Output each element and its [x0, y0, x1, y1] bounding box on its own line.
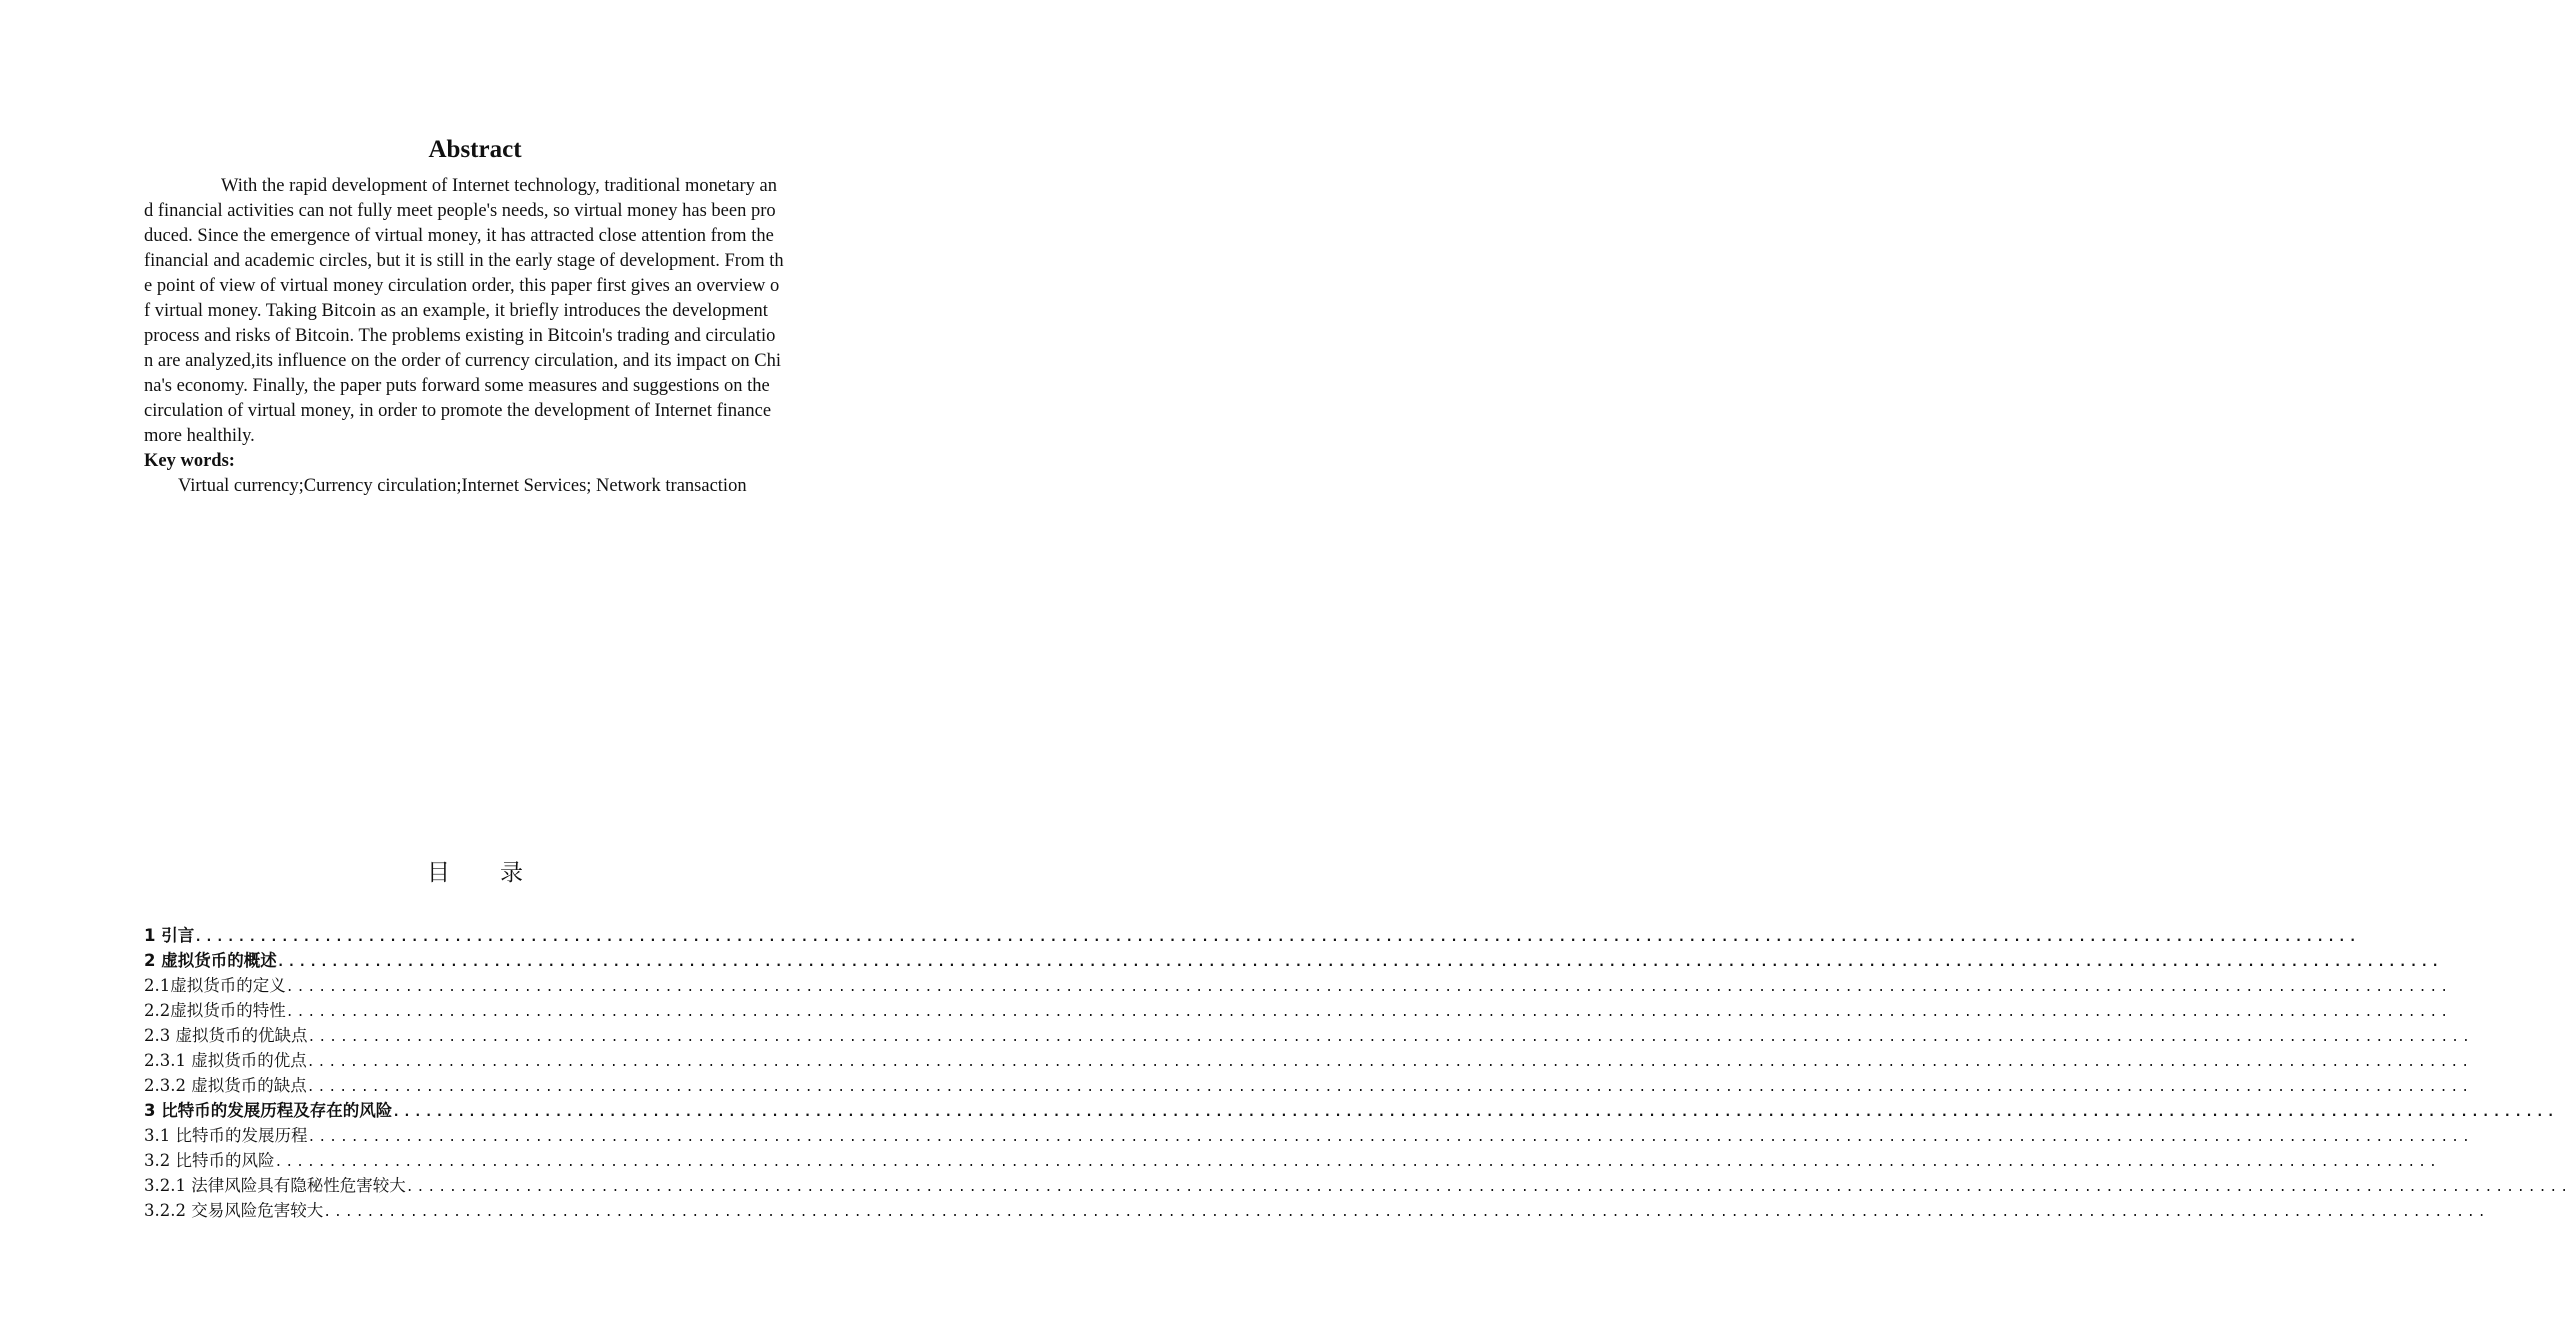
toc-entry-label: 2.2虚拟货币的特性 [144, 1001, 286, 1020]
toc-entry[interactable] [144, 948, 2443, 973]
toc-entry-label: 2 虚拟货币的概述 [144, 951, 277, 970]
toc-title [0, 858, 950, 888]
abstract-line: d financial activities can not fully meet people's needs, so virtual money has been pro [144, 201, 776, 221]
toc-title-char: 录 [500, 860, 523, 886]
toc-dot-leader: ........................................................................................................................................................................................................ [306, 1080, 2473, 1095]
toc-dot-leader: ........................................................................................................................................................................................................ [307, 1130, 2473, 1145]
abstract-line: circulation of virtual money, in order to promote the development of Internet finance [144, 401, 772, 421]
abstract-line: n are analyzed,its influence on the order of currency circulation, and its impact on Chi [144, 351, 781, 371]
toc-list [144, 923, 2571, 1223]
toc-entry[interactable] [144, 973, 2452, 998]
toc-entry[interactable] [144, 1148, 2440, 1173]
toc-entry[interactable] [144, 1048, 2473, 1073]
toc-dot-leader: ........................................................................................................................................................................................................ [285, 1005, 2452, 1020]
toc-dot-leader: ........................................................................................................................................................................................................ [392, 1105, 2558, 1120]
toc-dot-leader: ........................................................................................................................................................................................................ [285, 980, 2452, 995]
toc-entry-label: 3.2 比特币的风险 [144, 1151, 275, 1170]
toc-dot-leader: ........................................................................................................................................................................................................ [306, 1055, 2473, 1070]
abstract-line: e point of view of virtual money circulation order, this paper first gives an overview o [144, 276, 780, 296]
abstract-line: f virtual money. Taking Bitcoin as an example, it briefly introduces the development [144, 301, 768, 321]
toc-entry-label: 3.2.2 交易风险危害较大 [144, 1201, 324, 1220]
keywords-text: Virtual currency;Currency circulation;Internet Services; Network transaction [178, 476, 747, 496]
toc-dot-leader: ........................................................................................................................................................................................................ [323, 1205, 2489, 1220]
abstract-line: duced. Since the emergence of virtual money, it has attracted close attention from the [144, 226, 774, 246]
keywords-heading: Key words: [144, 451, 235, 471]
toc-entry-label: 3.2.1 法律风险具有隐秘性危害较大 [144, 1176, 406, 1195]
toc-entry[interactable] [144, 1023, 2473, 1048]
toc-entry-label: 3 比特币的发展历程及存在的风险 [144, 1101, 393, 1120]
toc-entry-label: 2.1虚拟货币的定义 [144, 976, 286, 995]
abstract-line: more healthily. [144, 426, 255, 446]
toc-entry-label: 3.1 比特币的发展历程 [144, 1126, 308, 1145]
toc-entry[interactable] [144, 1173, 2571, 1198]
toc-entry[interactable] [144, 1198, 2489, 1223]
abstract-line: financial and academic circles, but it is still in the early stage of development. From th [144, 251, 784, 271]
toc-entry-label: 2.3 虚拟货币的优缺点 [144, 1026, 308, 1045]
toc-entry-label: 2.3.1 虚拟货币的优点 [144, 1051, 307, 1070]
toc-entry-label: 2.3.2 虚拟货币的缺点 [144, 1076, 307, 1095]
toc-entry[interactable] [144, 1073, 2473, 1098]
toc-dot-leader: ........................................................................................................................................................................................................ [274, 1155, 2440, 1170]
toc-dot-leader: ........................................................................................................................................................................................................ [276, 955, 2443, 970]
abstract-title: Abstract [428, 136, 522, 163]
toc-entry[interactable] [144, 998, 2452, 1023]
abstract-line: process and risks of Bitcoin. The problems existing in Bitcoin's trading and circulatio [144, 326, 776, 346]
toc-entry[interactable] [144, 923, 2360, 948]
toc-dot-leader: ........................................................................................................................................................................................................ [405, 1180, 2571, 1195]
abstract-body [144, 174, 808, 449]
abstract-line: na's economy. Finally, the paper puts forward some measures and suggestions on the [144, 376, 770, 396]
toc-dot-leader: ........................................................................................................................................................................................................ [307, 1030, 2473, 1045]
abstract-line: With the rapid development of Internet technology, traditional monetary an [221, 176, 777, 196]
toc-title-char: 目 [427, 860, 450, 886]
toc-entry[interactable] [144, 1098, 2558, 1123]
toc-entry-label: 1 引言 [144, 926, 195, 945]
toc-entry[interactable] [144, 1123, 2473, 1148]
toc-dot-leader: ........................................................................................................................................................................................................ [194, 930, 2360, 945]
